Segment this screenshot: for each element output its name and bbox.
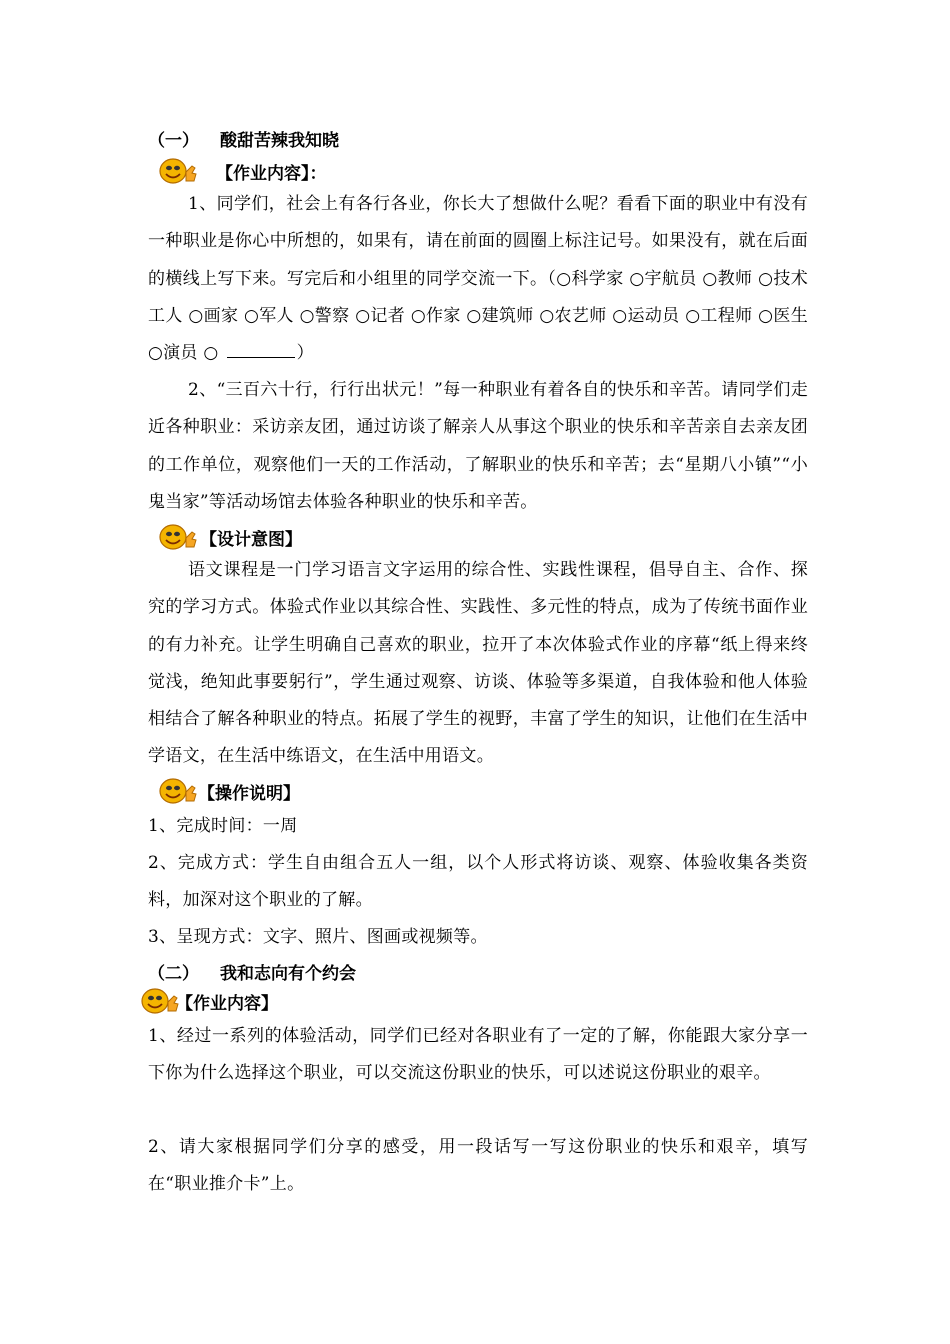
homework-heading-2-text: 【作业内容】	[176, 993, 278, 1014]
homework-item-2	[148, 372, 808, 521]
smiley-thumbs-up-icon	[158, 156, 198, 186]
operation-heading-text: 【操作说明】	[198, 783, 300, 804]
section1-title	[148, 126, 339, 151]
smiley-thumbs-up-icon	[158, 776, 198, 806]
operation-item-3-text: 3、呈现方式：文字、照片、图画或视频等。	[148, 927, 488, 947]
section2-title-text: 我和志向有个约会	[220, 964, 356, 984]
operation-item-1-text: 1、完成时间：一周	[148, 816, 298, 836]
design-heading-text: 【设计意图】	[200, 529, 302, 550]
operation-item-1	[148, 808, 808, 845]
s2-homework-item-2-text: 2、请大家根据同学们分享的感受，用一段话写一写这份职业的快乐和艰辛，填写在“职业推介卡”上。	[148, 1137, 808, 1195]
homework-heading-1-text: 【作业内容】：	[216, 163, 327, 184]
design-paragraph-text: 语文课程是一门学习语言文字运用的综合性、实践性课程，倡导自主、合作、探究的学习方式。体验式作业以其综合性、实践性、多元性的特点，成为了传统书面作业的有力补充。让学生明确自己喜欢的职业，拉开了本次体验式作业的序幕“纸上得来终觉浅，绝知此事要躬行”，学生通过观察、访谈、体验等多渠道，自我体验和他人体验相结合了解各种职业的特点。拓展了学生的视野，丰富了学生的知识，让他们在生活中学语文，在生活中练语文，在生活中用语文。	[148, 560, 808, 767]
design-heading	[158, 522, 302, 552]
homework-item-1	[148, 186, 808, 372]
section2-title	[148, 959, 356, 984]
design-paragraph	[148, 552, 808, 776]
smiley-thumbs-up-icon	[140, 986, 180, 1016]
s2-homework-item-1-text: 1、经过一系列的体验活动，同学们已经对各职业有了一定的了解，你能跟大家分享一下你为什么选择这个职业，可以交流这份职业的快乐，可以述说这份职业的艰辛。	[148, 1026, 808, 1084]
homework-item-1-text: 1、同学们，社会上有各行各业，你长大了想做什么呢？看看下面的职业中有没有一种职业是你心中所想的，如果有，请在前面的圆圈上标注记号。如果没有，就在后面的横线上写下来。写完后和小组里的同学交流一下。（○科学家 ○宇航员 ○教师 ○技术工人 ○画家 ○军人 ○警察 ○记者 ○作家 ○建筑师 ○农艺师 ○运动员 ○工程师 ○医生 ○演员 ○	[148, 194, 808, 364]
operation-item-3	[148, 919, 808, 956]
operation-item-2	[148, 845, 808, 920]
answer-blank[interactable]	[227, 340, 295, 358]
operation-heading	[158, 776, 300, 806]
homework-heading-2	[140, 986, 278, 1016]
s2-homework-item-1	[148, 1018, 808, 1093]
homework-heading-1	[158, 156, 327, 186]
section1-number: （一）	[148, 131, 199, 151]
homework-item-2-text: 2、“三百六十行，行行出状元！”每一种职业有着各自的快乐和辛苦。请同学们走近各种职业：采访亲友团，通过访谈了解亲人从事这个职业的快乐和辛苦亲自去亲友团的工作单位，观察他们一天的工作活动，了解职业的快乐和辛苦；去“星期八小镇”“小鬼当家”等活动场馆去体验各种职业的快乐和辛苦。	[148, 380, 808, 512]
s2-homework-item-2	[148, 1129, 808, 1204]
smiley-thumbs-up-icon	[158, 522, 198, 552]
operation-item-2-text: 2、完成方式：学生自由组合五人一组，以个人形式将访谈、观察、体验收集各类资料，加深对这个职业的了解。	[148, 853, 808, 911]
section2-number: （二）	[148, 964, 199, 984]
homework-item-1-close: ）	[296, 343, 314, 364]
section1-title-text: 酸甜苦辣我知晓	[220, 131, 339, 151]
